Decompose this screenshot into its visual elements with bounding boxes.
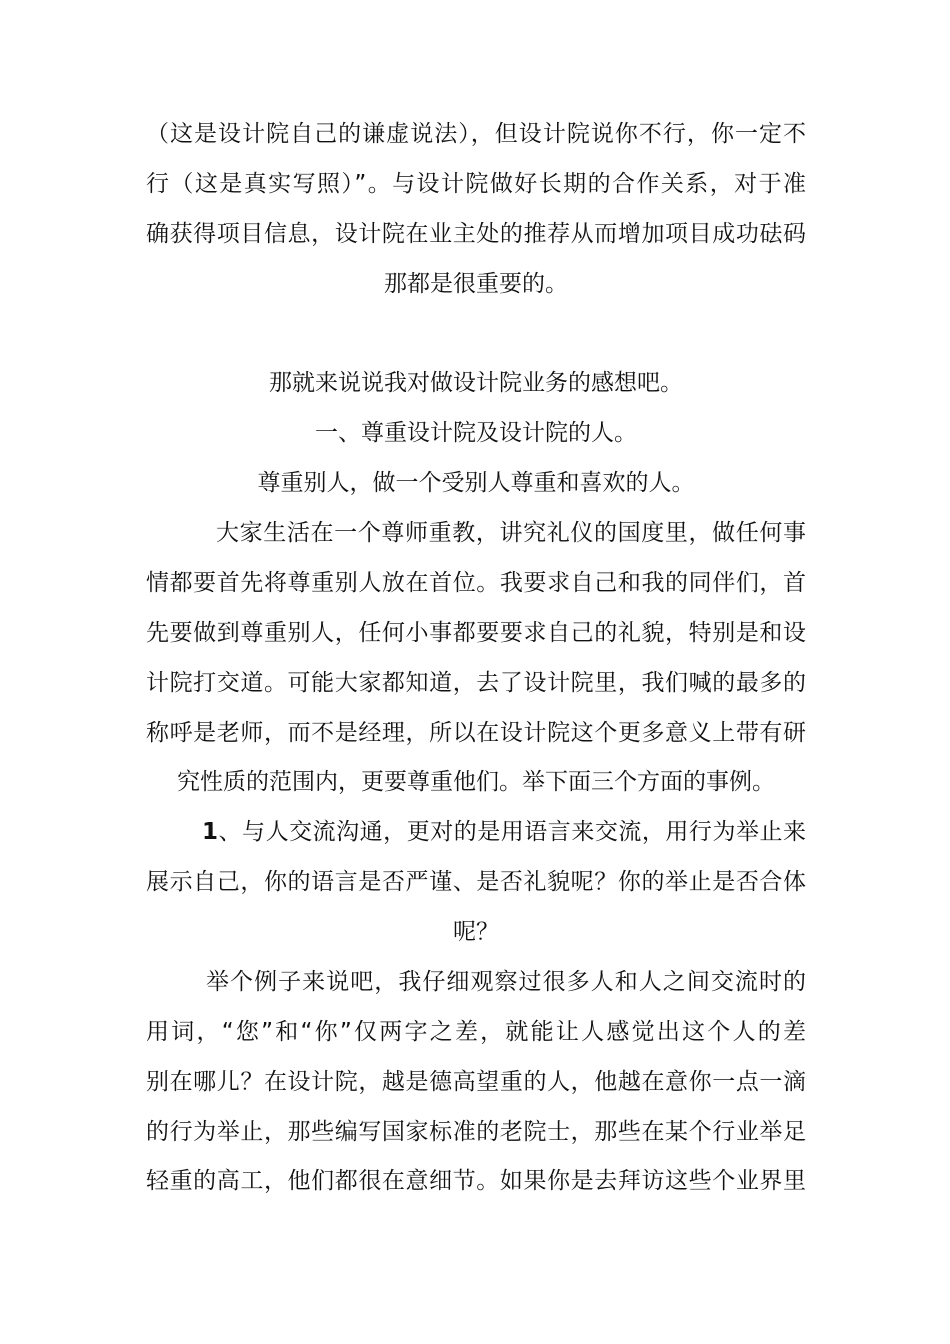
paragraph-line-2: 行（这是真实写照）”。与设计院做好长期的合作关系，对于准 bbox=[146, 171, 806, 197]
example-line-3: 别在哪儿？在设计院，越是德高望重的人，他越在意你一点一滴 bbox=[146, 1069, 806, 1095]
item-1-line-3: 呢？ bbox=[453, 919, 499, 945]
paragraph-line-4: 那都是很重要的。 bbox=[384, 271, 568, 297]
body-line-3: 先要做到尊重别人，任何小事都要要求自己的礼貌，特别是和设 bbox=[146, 620, 806, 646]
section-heading: 一、尊重设计院及设计院的人。 bbox=[315, 420, 637, 446]
intro-line: 那就来说说我对做设计院业务的感想吧。 bbox=[269, 370, 683, 396]
body-line-1: 大家生活在一个尊师重教，讲究礼仪的国度里，做任何事 bbox=[216, 520, 806, 546]
item-number: 1 bbox=[202, 819, 219, 845]
example-line-5: 轻重的高工，他们都很在意细节。如果你是去拜访这些个业界里 bbox=[146, 1168, 806, 1194]
body-line-5: 称呼是老师，而不是经理，所以在设计院这个更多意义上带有研 bbox=[146, 720, 806, 746]
example-line-1: 举个例子来说吧，我仔细观察过很多人和人之间交流时的 bbox=[206, 969, 806, 995]
body-line-6: 究性质的范围内，更要尊重他们。举下面三个方面的事例。 bbox=[177, 769, 775, 795]
example-line-4: 的行为举止，那些编写国家标准的老院士，那些在某个行业举足 bbox=[146, 1119, 806, 1145]
body-line-4: 计院打交道。可能大家都知道，去了设计院里，我们喊的最多的 bbox=[146, 670, 806, 696]
item-1-text: 、与人交流沟通，更对的是用语言来交流，用行为举止来 bbox=[218, 819, 806, 845]
item-1-line-1 bbox=[202, 817, 806, 847]
section-subheading: 尊重别人，做一个受别人尊重和喜欢的人。 bbox=[257, 470, 695, 496]
item-1-line-2: 展示自己，你的语言是否严谨、是否礼貌呢？你的举止是否合体 bbox=[146, 869, 806, 895]
example-line-2: 用词，“您”和“你”仅两字之差，就能让人感觉出这个人的差 bbox=[146, 1019, 806, 1045]
paragraph-line-1: （这是设计院自己的谦虚说法），但设计院说你不行，你一定不 bbox=[146, 121, 806, 147]
paragraph-line-3: 确获得项目信息，设计院在业主处的推荐从而增加项目成功砝码 bbox=[146, 221, 806, 247]
body-line-2: 情都要首先将尊重别人放在首位。我要求自己和我的同伴们，首 bbox=[146, 570, 806, 596]
